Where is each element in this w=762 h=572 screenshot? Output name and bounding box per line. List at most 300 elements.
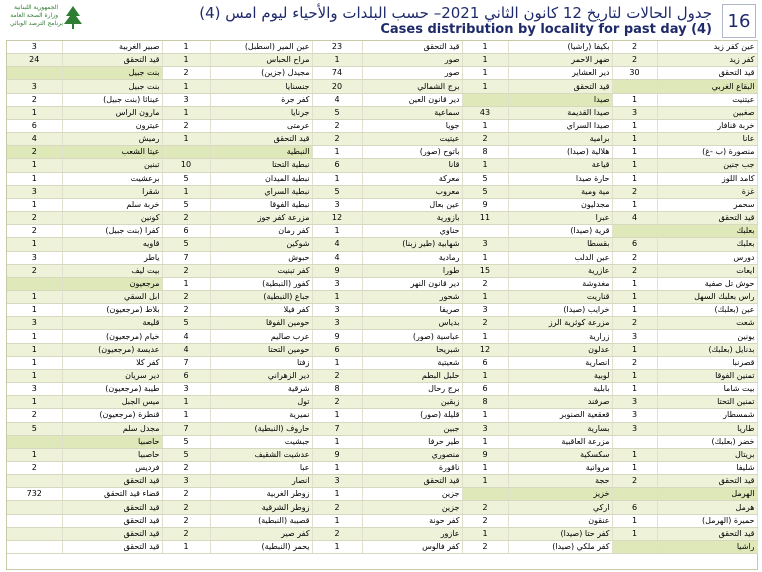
locality-cell: قياعة (508, 159, 612, 172)
logo-line-2: وزارة الصحة العامة (10, 12, 58, 19)
locality-cell: بازورية (362, 212, 462, 225)
locality-cell: قيد التحقق (362, 475, 462, 488)
case-count-cell: 2 (462, 317, 508, 330)
case-count-cell: 6 (612, 238, 657, 251)
case-count-cell: 4 (312, 238, 362, 251)
locality-cell: جنسنايا (210, 80, 312, 93)
case-count-cell: 2 (612, 356, 657, 369)
case-count-cell: 4 (7, 133, 62, 146)
case-count-cell: 1 (162, 185, 210, 198)
table-row (7, 383, 757, 396)
case-count-cell: 2 (162, 67, 210, 80)
case-count-cell: 5 (7, 422, 62, 435)
locality-cell: برج الشمالي (362, 80, 462, 93)
locality-cell: يحمر (النبطية) (210, 540, 312, 553)
locality-cell: هلالية (صيدا) (508, 146, 612, 159)
case-count-cell: 2 (312, 119, 362, 132)
case-count-cell: 15 (462, 264, 508, 277)
locality-cell: قليعة (62, 317, 162, 330)
locality-cell: عديسة (مرجعيون) (62, 343, 162, 356)
case-count-cell: 3 (7, 41, 62, 54)
case-count-cell: 1 (312, 435, 362, 448)
case-count-cell: 2 (312, 396, 362, 409)
case-count-cell: 3 (462, 422, 508, 435)
locality-cell: كفر رمان (210, 225, 312, 238)
cedar-emblem-icon (60, 4, 86, 32)
locality-cell: بنت جبيل (62, 80, 162, 93)
locality-cell: سحمر (657, 198, 757, 211)
locality-cell: قضاء قيد التحقق (62, 488, 162, 501)
locality-cell: بلاط (مرجعيون) (62, 304, 162, 317)
locality-cell: خرايب (صيدا) (508, 304, 612, 317)
locality-cell: كفر ملكي (صيدا) (508, 540, 612, 553)
case-count-cell: 1 (7, 343, 62, 356)
locality-cell: مراح الحباس (210, 54, 312, 67)
locality-cell: كفر فيلا (210, 304, 312, 317)
case-count-cell: 1 (7, 238, 62, 251)
case-count-cell: 12 (312, 212, 362, 225)
case-count-cell: 7 (162, 251, 210, 264)
locality-cell: لوبية (508, 369, 612, 382)
locality-cell: مزرعة العاقبية (508, 435, 612, 448)
locality-cell: معركة (362, 172, 462, 185)
logo-text (10, 4, 64, 28)
case-count-cell (612, 540, 657, 553)
case-count-cell: 1 (612, 133, 657, 146)
case-count-cell: 1 (7, 369, 62, 382)
locality-cell: كفر حونة (362, 514, 462, 527)
case-count-cell: 1 (162, 54, 210, 67)
case-count-cell: 5 (162, 238, 210, 251)
locality-cell: قيد التحقق (508, 80, 612, 93)
case-count-cell: 74 (312, 67, 362, 80)
locality-cell: ايعات (657, 264, 757, 277)
case-count-cell: 2 (7, 93, 62, 106)
locality-cell: عيناثا (بنت جبيل) (62, 93, 162, 106)
case-count-cell: 8 (312, 383, 362, 396)
case-count-cell: 7 (162, 356, 210, 369)
cases-table-container (6, 40, 758, 570)
locality-cell: حاروف (النبطية) (210, 422, 312, 435)
case-count-cell: 1 (7, 290, 62, 303)
case-count-cell: 4 (612, 212, 657, 225)
locality-cell: جرنايا (210, 106, 312, 119)
case-count-cell: 1 (312, 462, 362, 475)
locality-cell: صور (362, 67, 462, 80)
case-count-cell: 1 (612, 159, 657, 172)
table-row (7, 448, 757, 461)
case-count-cell: 24 (7, 54, 62, 67)
table-row (7, 488, 757, 501)
case-count-cell: 6 (462, 383, 508, 396)
case-count-cell: 9 (312, 264, 362, 277)
locality-cell: حوش تل صفية (657, 277, 757, 290)
locality-cell: جزين (362, 501, 462, 514)
case-count-cell: 6 (462, 356, 508, 369)
locality-cell: حجة (508, 475, 612, 488)
case-count-cell: 1 (612, 383, 657, 396)
locality-cell: دير سريان (62, 369, 162, 382)
locality-cell: بنت جبيل (62, 67, 162, 80)
case-count-cell: 6 (312, 159, 362, 172)
case-count-cell: 5 (162, 448, 210, 461)
locality-cell: قيد التحقق (362, 41, 462, 54)
locality-cell: خضر (بعلبك) (657, 435, 757, 448)
locality-cell: فرديس (62, 462, 162, 475)
case-count-cell: 2 (312, 369, 362, 382)
case-count-cell: 7 (162, 422, 210, 435)
locality-cell: هرمل (657, 501, 757, 514)
case-count-cell: 43 (462, 106, 508, 119)
locality-cell: عازور (362, 527, 462, 540)
table-row (7, 527, 757, 540)
case-count-cell: 2 (162, 119, 210, 132)
locality-cell: صغبين (657, 106, 757, 119)
case-count-cell: 5 (162, 198, 210, 211)
case-count-cell: 1 (462, 159, 508, 172)
case-count-cell: 1 (612, 369, 657, 382)
locality-cell: حناوي (362, 225, 462, 238)
locality-cell: صبير الغربية (62, 41, 162, 54)
case-count-cell: 4 (312, 251, 362, 264)
table-row (7, 409, 757, 422)
case-count-cell: 1 (312, 409, 362, 422)
case-count-cell: 1 (7, 304, 62, 317)
locality-cell: كفر حتا (صيدا) (508, 527, 612, 540)
locality-cell: زوطر الغربية (210, 488, 312, 501)
locality-cell: بسارية (508, 422, 612, 435)
table-row (7, 251, 757, 264)
locality-cell: صريفا (362, 304, 462, 317)
case-count-cell: 1 (312, 540, 362, 553)
table-row (7, 238, 757, 251)
title-arabic: جدول الحالات لتاريخ 12 كانون الثاني 2021– حسب البلدات والأحياء ليوم امس (4) (199, 4, 712, 22)
case-count-cell: 1 (7, 172, 62, 185)
locality-cell: برامية (508, 133, 612, 146)
locality-cell: مزرعة كوثرية الرز (508, 317, 612, 330)
case-count-cell (7, 475, 62, 488)
case-count-cell: 2 (162, 290, 210, 303)
case-count-cell: 1 (612, 448, 657, 461)
table-row (7, 435, 757, 448)
locality-cell: عيتا الشعب (62, 146, 162, 159)
case-count-cell: 1 (462, 80, 508, 93)
case-count-cell: 3 (462, 304, 508, 317)
case-count-cell: 1 (612, 93, 657, 106)
case-count-cell: 9 (312, 330, 362, 343)
locality-cell: قانا (362, 159, 462, 172)
case-count-cell: 1 (162, 409, 210, 422)
locality-cell: جزين (362, 488, 462, 501)
case-count-cell: 8 (462, 396, 508, 409)
table-row (7, 41, 757, 54)
case-count-cell: 5 (312, 106, 362, 119)
case-count-cell (7, 540, 62, 553)
table-row (7, 212, 757, 225)
locality-cell: تمنين الفوقا (657, 369, 757, 382)
locality-cell: شرقية (210, 383, 312, 396)
locality-cell: تبنين (62, 159, 162, 172)
case-count-cell: 1 (462, 251, 508, 264)
case-count-cell: 2 (7, 212, 62, 225)
locality-cell: مجدل سلم (62, 422, 162, 435)
locality-cell: مارون الراس (62, 106, 162, 119)
case-count-cell: 2 (612, 41, 657, 54)
locality-cell: صرفند (508, 396, 612, 409)
case-count-cell: 11 (462, 212, 508, 225)
case-count-cell: 1 (612, 277, 657, 290)
locality-cell: الهرمل (657, 488, 757, 501)
table-row (7, 93, 757, 106)
case-count-cell: 1 (462, 409, 508, 422)
case-count-cell: 1 (612, 462, 657, 475)
case-count-cell (462, 488, 508, 501)
locality-cell: دير قانون العين (362, 93, 462, 106)
locality-cell: راس بعلبك السهل (657, 290, 757, 303)
case-count-cell: 1 (612, 146, 657, 159)
case-count-cell: 9 (312, 448, 362, 461)
case-count-cell: 23 (312, 41, 362, 54)
locality-cell: جباع (النبطية) (210, 290, 312, 303)
case-count-cell: 1 (312, 146, 362, 159)
table-row (7, 304, 757, 317)
case-count-cell: 1 (7, 159, 62, 172)
table-row (7, 330, 757, 343)
case-count-cell: 1 (312, 514, 362, 527)
case-count-cell (7, 527, 62, 540)
locality-cell: جبين (362, 422, 462, 435)
case-count-cell: 1 (462, 119, 508, 132)
locality-cell: بقسطا (508, 238, 612, 251)
locality-cell: بريتال (657, 448, 757, 461)
locality-cell: النبطية (210, 146, 312, 159)
case-count-cell: 1 (612, 172, 657, 185)
locality-cell: قاويه (62, 238, 162, 251)
locality-cell: قيد التحقق (62, 501, 162, 514)
locality-cell: حومين الفوقا (210, 317, 312, 330)
case-count-cell: 6 (312, 343, 362, 356)
case-count-cell: 3 (162, 383, 210, 396)
table-row (7, 133, 757, 146)
case-count-cell: 1 (312, 54, 362, 67)
case-count-cell (7, 277, 62, 290)
locality-cell: ميس الجبل (62, 396, 162, 409)
locality-cell: قعقعية الصنوبر (508, 409, 612, 422)
locality-cell: عدلون (508, 343, 612, 356)
table-row (7, 317, 757, 330)
locality-cell: قيد التحقق (62, 527, 162, 540)
locality-cell: شهابية (طير زبنا) (362, 238, 462, 251)
table-row (7, 343, 757, 356)
case-count-cell: 30 (612, 67, 657, 80)
case-count-cell (612, 80, 657, 93)
locality-cell: عانا (657, 133, 757, 146)
case-count-cell: 5 (462, 185, 508, 198)
locality-cell: عين الدلب (508, 251, 612, 264)
case-count-cell: 3 (462, 238, 508, 251)
locality-cell: حاصبيا (62, 435, 162, 448)
case-count-cell: 5 (312, 185, 362, 198)
case-count-cell: 4 (162, 343, 210, 356)
case-count-cell: 9 (462, 448, 508, 461)
table-row (7, 369, 757, 382)
case-count-cell: 1 (7, 448, 62, 461)
locality-cell: زبقين (362, 396, 462, 409)
locality-cell: صيدا السراي (508, 119, 612, 132)
locality-cell: مجدليون (508, 198, 612, 211)
case-count-cell: 2 (162, 462, 210, 475)
locality-cell: بدياس (362, 317, 462, 330)
table-row (7, 80, 757, 93)
case-count-cell: 1 (162, 41, 210, 54)
case-count-cell: 732 (7, 488, 62, 501)
table-row (7, 540, 757, 553)
locality-cell: انصار (210, 475, 312, 488)
case-count-cell: 1 (462, 527, 508, 540)
locality-cell: جبشيت (210, 435, 312, 448)
locality-cell: سكسكية (508, 448, 612, 461)
case-count-cell: 2 (612, 251, 657, 264)
locality-cell: حلبل البطم (362, 369, 462, 382)
locality-cell: كفر تبنيت (210, 264, 312, 277)
case-count-cell: 2 (162, 488, 210, 501)
locality-cell: كفر كلا (62, 356, 162, 369)
locality-cell: عرب صاليم (210, 330, 312, 343)
locality-cell: خربة سلم (62, 198, 162, 211)
case-count-cell: 1 (162, 106, 210, 119)
locality-cell: منصوري (362, 448, 462, 461)
case-count-cell: 3 (312, 304, 362, 317)
table-row (7, 106, 757, 119)
case-count-cell: 2 (7, 146, 62, 159)
locality-cell: نبطية الميدان (210, 172, 312, 185)
case-count-cell: 3 (162, 475, 210, 488)
table-row (7, 396, 757, 409)
locality-cell: بدنايل (بعلبك) (657, 343, 757, 356)
case-count-cell: 2 (612, 475, 657, 488)
locality-cell: قيد التحقق (210, 133, 312, 146)
locality-cell: طاريا (657, 422, 757, 435)
case-count-cell: 1 (312, 488, 362, 501)
case-count-cell: 2 (462, 514, 508, 527)
case-count-cell: 1 (462, 462, 508, 475)
locality-cell: دير الزهراني (210, 369, 312, 382)
case-count-cell: 1 (462, 54, 508, 67)
case-count-cell (162, 146, 210, 159)
locality-cell: تول (210, 396, 312, 409)
locality-cell: مية ومية (508, 185, 612, 198)
locality-cell: خزيز (508, 488, 612, 501)
table-row (7, 67, 757, 80)
locality-cell: رمادية (362, 251, 462, 264)
locality-cell: شحور (362, 290, 462, 303)
case-count-cell: 2 (162, 514, 210, 527)
table-row (7, 356, 757, 369)
table-row (7, 462, 757, 475)
locality-cell: خربة قنافار (657, 119, 757, 132)
case-count-cell: 3 (7, 185, 62, 198)
locality-cell: حاصبيا (62, 448, 162, 461)
case-count-cell: 1 (162, 540, 210, 553)
locality-cell: كفور (النبطية) (210, 277, 312, 290)
locality-cell: راشيا (657, 540, 757, 553)
locality-cell: دورس (657, 251, 757, 264)
case-count-cell: 3 (612, 409, 657, 422)
locality-cell: قصيبة (النبطية) (210, 514, 312, 527)
table-row (7, 119, 757, 132)
case-count-cell: 1 (612, 527, 657, 540)
locality-cell: دير قانون النهر (362, 277, 462, 290)
case-count-cell: 1 (7, 396, 62, 409)
case-count-cell: 6 (612, 501, 657, 514)
locality-cell: زرارية (508, 330, 612, 343)
case-count-cell: 1 (162, 277, 210, 290)
locality-cell: عبرا (508, 212, 612, 225)
locality-cell: طيبة (مرجعيون) (62, 383, 162, 396)
locality-cell: شقرا (62, 185, 162, 198)
locality-cell: قيد التحقق (62, 514, 162, 527)
locality-cell: قيد التحقق (657, 67, 757, 80)
locality-cell: البقاع الغربي (657, 80, 757, 93)
case-count-cell: 2 (162, 527, 210, 540)
case-count-cell: 1 (7, 356, 62, 369)
table-row (7, 54, 757, 67)
locality-cell: قيد التحقق (62, 540, 162, 553)
case-count-cell: 1 (462, 369, 508, 382)
case-count-cell: 3 (312, 475, 362, 488)
case-count-cell: 1 (162, 80, 210, 93)
case-count-cell (612, 488, 657, 501)
case-count-cell: 1 (462, 290, 508, 303)
case-count-cell (7, 514, 62, 527)
table-row (7, 514, 757, 527)
locality-cell: سماعية (362, 106, 462, 119)
locality-cell: مروانية (508, 462, 612, 475)
case-count-cell: 2 (162, 264, 210, 277)
case-count-cell: 7 (312, 422, 362, 435)
locality-cell: قيد التحقق (657, 527, 757, 540)
locality-cell: حومين التحتا (210, 343, 312, 356)
locality-cell: كفر زيد (657, 54, 757, 67)
case-count-cell: 1 (612, 290, 657, 303)
case-count-cell: 3 (7, 80, 62, 93)
locality-cell: معروب (362, 185, 462, 198)
table-row (7, 225, 757, 238)
case-count-cell: 1 (7, 330, 62, 343)
locality-cell: بيت شاما (657, 383, 757, 396)
locality-cell: عين (بعلبك) (657, 304, 757, 317)
locality-cell: باتوح (صور) (362, 146, 462, 159)
case-count-cell (612, 225, 657, 238)
locality-cell: قليلة (صور) (362, 409, 462, 422)
locality-cell: صيدا القديمة (508, 106, 612, 119)
table-row (7, 159, 757, 172)
locality-cell: شبريحا (362, 343, 462, 356)
case-count-cell: 1 (612, 514, 657, 527)
locality-cell: مزرعة كفر جوز (210, 212, 312, 225)
case-count-cell: 2 (462, 540, 508, 553)
case-count-cell: 2 (162, 501, 210, 514)
locality-cell: مرجعيون (62, 277, 162, 290)
locality-cell: ياطر (62, 251, 162, 264)
locality-cell: بكيفا (راشيا) (508, 41, 612, 54)
locality-cell: اركي (508, 501, 612, 514)
case-count-cell: 3 (7, 317, 62, 330)
case-count-cell: 2 (162, 304, 210, 317)
locality-cell: غزة (657, 185, 757, 198)
case-count-cell: 1 (312, 290, 362, 303)
case-count-cell: 1 (7, 106, 62, 119)
